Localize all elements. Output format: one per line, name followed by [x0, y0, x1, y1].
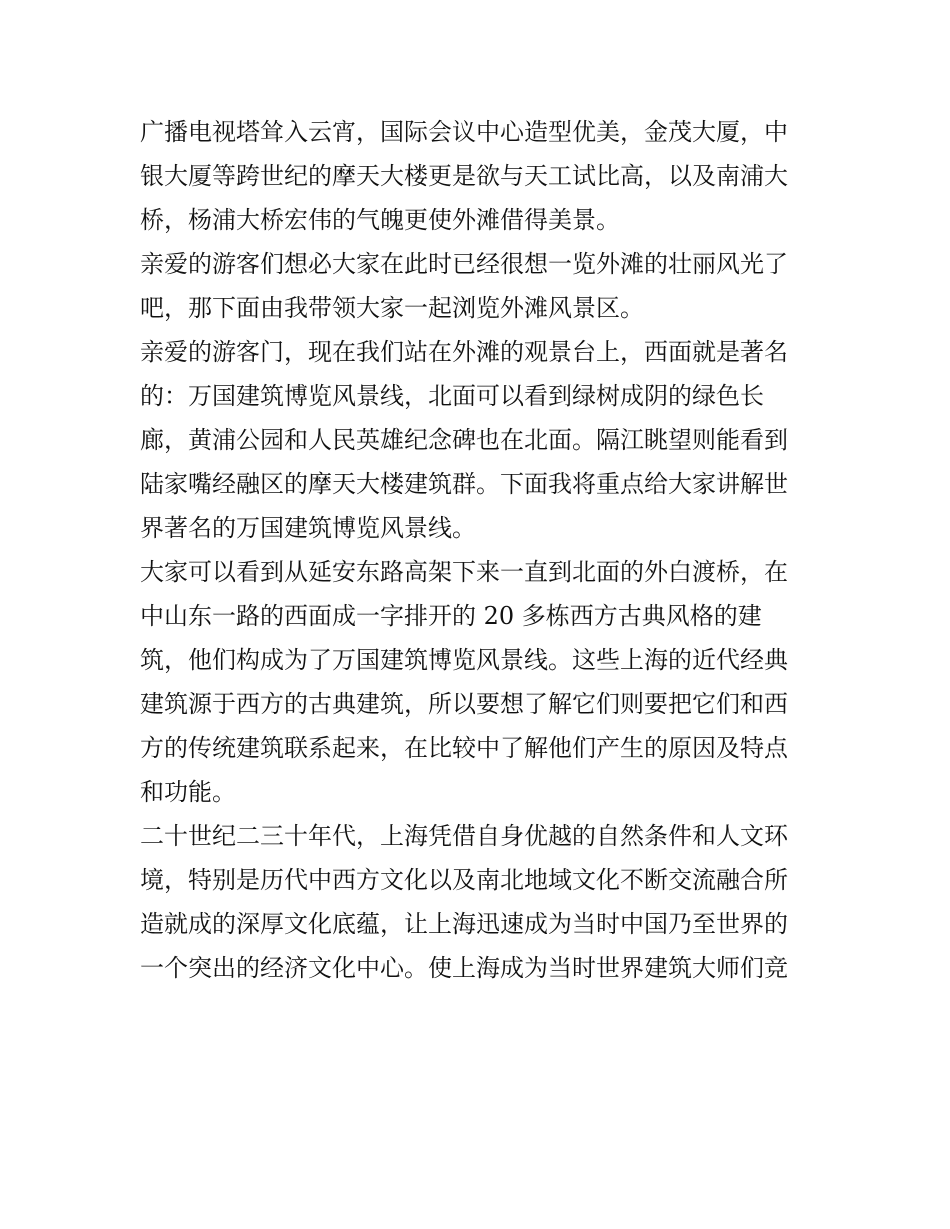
- text-line: 廊，黄浦公园和人民英雄纪念碑也在北面。隔江眺望则能看到: [140, 426, 788, 454]
- text-line: 广播电视塔耸入云宵，国际会议中心造型优美，金茂大厦，中: [140, 118, 788, 146]
- text-line: 和功能。: [140, 778, 236, 806]
- text-line: 造就成的深厚文化底蕴，让上海迅速成为当时中国乃至世界的: [140, 910, 788, 938]
- body-text: [140, 110, 820, 990]
- text-line: 筑，他们构成为了万国建筑博览风景线。这些上海的近代经典: [140, 646, 788, 674]
- text-line: 大家可以看到从延安东路高架下来一直到北面的外白渡桥，在: [140, 558, 788, 586]
- text-line: 亲爱的游客们想必大家在此时已经很想一览外滩的壮丽风光了: [140, 250, 788, 278]
- text-line: 亲爱的游客门，现在我们站在外滩的观景台上，西面就是著名: [140, 338, 788, 366]
- text-line: 桥，杨浦大桥宏伟的气魄更使外滩借得美景。: [140, 206, 620, 234]
- text-line: 陆家嘴经融区的摩天大楼建筑群。下面我将重点给大家讲解世: [140, 470, 788, 498]
- text-line: 的：万国建筑博览风景线，北面可以看到绿树成阴的绿色长: [140, 382, 764, 410]
- text-line: 界著名的万国建筑博览风景线。: [140, 514, 476, 542]
- text-line: 境，特别是历代中西方文化以及南北地域文化不断交流融合所: [140, 866, 788, 894]
- text-line: 吧，那下面由我带领大家一起浏览外滩风景区。: [140, 294, 644, 322]
- text-line: 建筑源于西方的古典建筑，所以要想了解它们则要把它们和西: [140, 690, 788, 718]
- text-line: 银大厦等跨世纪的摩天大楼更是欲与天工试比高，以及南浦大: [140, 162, 788, 190]
- text-line: 二十世纪二三十年代，上海凭借自身优越的自然条件和人文环: [140, 822, 788, 850]
- text-line: 一个突出的经济文化中心。使上海成为当时世界建筑大师们竞: [140, 954, 788, 982]
- text-line: 方的传统建筑联系起来，在比较中了解他们产生的原因及特点: [140, 734, 788, 762]
- text-line: 中山东一路的西面成一字排开的 20 多栋西方古典风格的建: [140, 602, 762, 630]
